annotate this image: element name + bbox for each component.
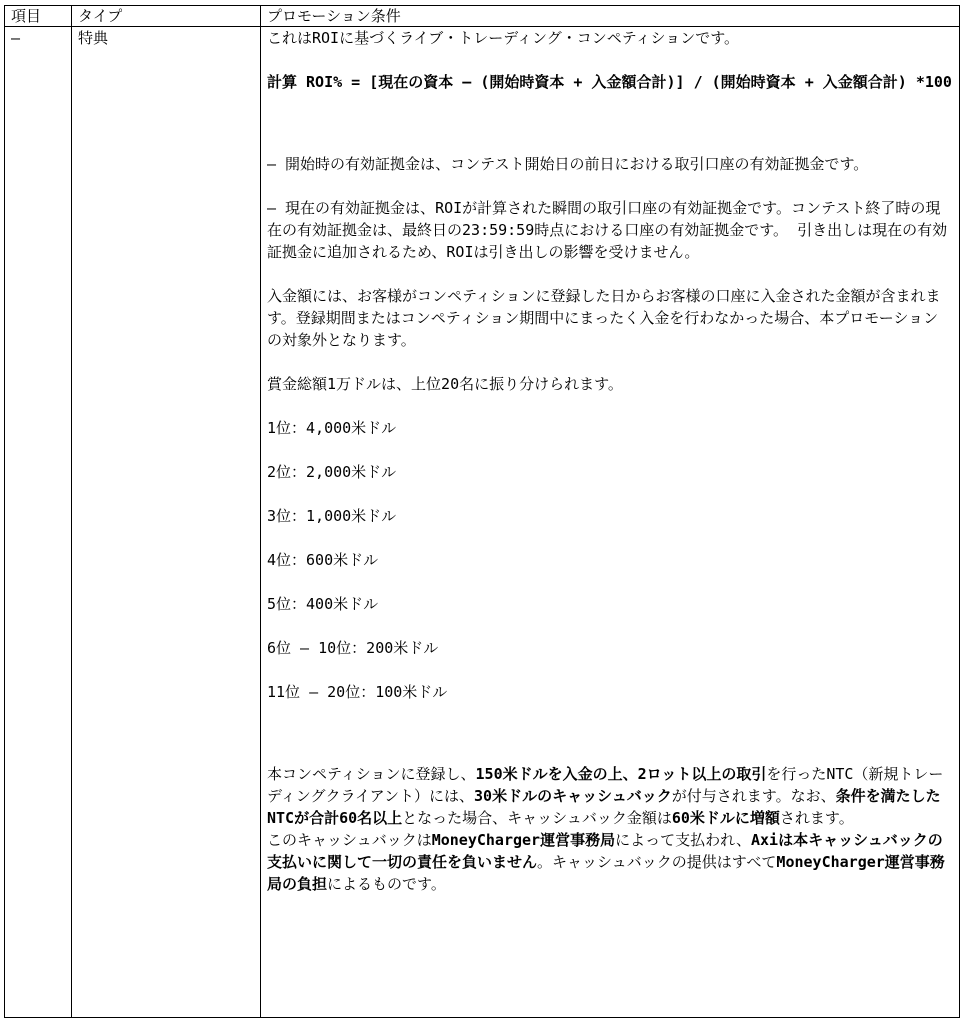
header-item: 項目 [5, 6, 72, 27]
note-start-equity: – 開始時の有効証拠金は、コンテスト開始日の前日における取引口座の有効証拠金です。 [267, 155, 869, 173]
deposit-note: 入金額には、お客様がコンペティションに登録した日からお客様の口座に入金された金額が含まれます。登録期間またはコンペティション期間中にまったく入金を行わなかった場合、本プロモーションの対象外となります。 [267, 287, 941, 349]
header-conditions: プロモーション条件 [261, 6, 960, 27]
cashback-paragraph [267, 763, 953, 829]
liability-text-2: によって支払われ、 [615, 831, 751, 849]
liability-organizer-1: MoneyCharger運営事務局 [431, 831, 616, 849]
liability-text-3: 。キャッシュバックの提供はすべて [537, 853, 777, 871]
intro-text: これはROIに基づくライブ・トレーディング・コンペティションです。 [267, 29, 739, 47]
prize-rank-5: 5位：400米ドル [267, 595, 379, 613]
cashback-text-2: を行ったNTC（新規トレーディングクライアント）には、 [267, 765, 944, 805]
prize-rank-2: 2位：2,000米ドル [267, 463, 397, 481]
prize-rank-1: 1位：4,000米ドル [267, 419, 397, 437]
note-current-equity: – 現在の有効証拠金は、ROIが計算された瞬間の取引口座の有効証拠金です。コンテスト終了時の現在の有効証拠金は、最終日の23:59:59時点における口座の有効証拠金です。 引き出しは現在の有効証拠金に追加されるため、ROIは引き出しの影響を受けません。 [267, 199, 948, 261]
roi-formula: 計算 ROI% = [現在の資本 – (開始時資本 + 入金額合計)] / (開始時資本 + 入金額合計) *100 [267, 73, 952, 91]
liability-organizer-2: MoneyCharger運営事務局の負担 [267, 853, 945, 893]
cashback-text-3: が付与されます。なお、 [671, 787, 836, 805]
cashback-amount: 30米ドルのキャッシュバック [474, 787, 672, 805]
prize-total: 賞金総額1万ドルは、上位20名に振り分けられます。 [267, 375, 623, 393]
table-row [5, 27, 960, 1018]
cashback-ntc-condition: 条件を満たしたNTCが合計60名以上 [267, 787, 941, 827]
cashback-deposit-condition: 150米ドルを入金の上、2ロット以上の取引 [475, 765, 767, 783]
cashback-liability-paragraph [267, 829, 953, 895]
cell-conditions [261, 27, 960, 1018]
prize-rank-4: 4位：600米ドル [267, 551, 379, 569]
prize-rank-3: 3位：1,000米ドル [267, 507, 397, 525]
promotion-table [4, 5, 960, 1018]
table-header-row [5, 6, 960, 27]
liability-text-4: によるものです。 [327, 875, 446, 893]
cell-item: – [5, 27, 72, 1018]
cashback-text-4: となった場合、キャッシュバック金額は [402, 809, 672, 827]
prize-rank-11-20: 11位 – 20位：100米ドル [267, 683, 448, 701]
prize-rank-6-10: 6位 – 10位：200米ドル [267, 639, 439, 657]
header-type: タイプ [72, 6, 261, 27]
cashback-increase: 60米ドルに増額 [671, 809, 780, 827]
cashback-text-1: 本コンペティションに登録し、 [267, 765, 476, 783]
cell-type: 特典 [72, 27, 261, 1018]
liability-text-1: このキャッシュバックは [267, 831, 432, 849]
cashback-text-5: されます。 [779, 809, 854, 827]
liability-disclaimer: Axiは本キャッシュバックの支払いに関して一切の責任を負いません [267, 831, 943, 871]
